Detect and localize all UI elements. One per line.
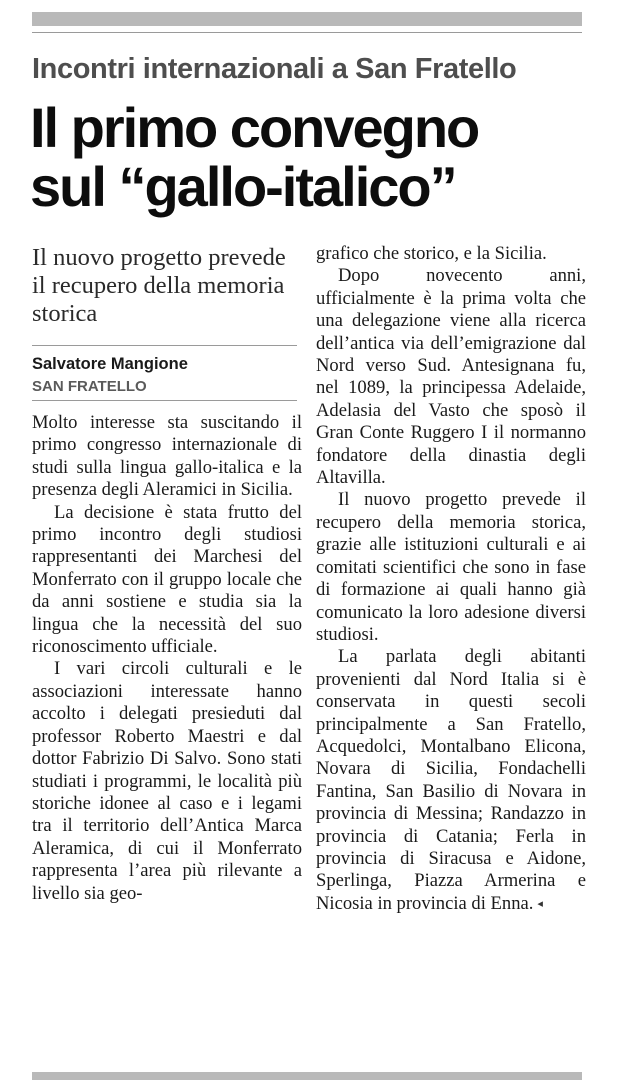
paragraph-text: La parlata degli abitanti provenienti dal Nord Italia si è conservata in questi secoli principalmente a San Fratello, Acquedolci, Montalbano Elicona, Novara di Sicilia, Fondachelli Fantina, San Basilio di Novara in provincia di Messina; Randazzo in provincia di Catania; Ferla in provincia di Siracusa e Aidone, Sperlinga, Piazza Armerina e Nicosia in provincia di Enna. [316,646,586,914]
article-headline [30,98,600,216]
body-column-left [32,412,302,905]
dateline-location: SAN FRATELLO [32,378,147,395]
paragraph: grafico che storico, e la Sicilia. [316,243,547,264]
article-kicker: Incontri internazionali a San Fratello [32,53,517,85]
author-name: Salvatore Mangione [32,355,188,373]
article-subtitle: Il nuovo progetto prevede il recupero della memoria storica [32,244,286,327]
body-column-right [316,243,586,915]
top-divider [32,32,582,33]
headline-line-1: Il primo convegno [30,96,479,159]
paragraph: La decisione è stata frutto del primo incontro degli studiosi rappresentanti dei Marchesi del Monferrato con il gruppo locale che da anni sostiene e studia sia la lingua che la necessità del suo riconoscimento ufficiale. [32,501,302,658]
paragraph: Dopo novecento anni, ufficialmente è la prima volta che una delegazione viene alla ricerca dell’antica via dell’emigrazione dal Nord verso Sud. Antesignana fu, nel 1089, la principessa Adelaide, Adelasia del Vasto che sposò il Gran Conte Ruggero I il normanno fondatore della dinastia degli Altavilla. [316,265,586,489]
paragraph-final [316,646,586,915]
headline-line-2: sul “gallo-italico” [30,155,456,218]
bottom-decorative-bar [32,1072,582,1080]
paragraph: Molto interesse sta suscitando il primo congresso internazionale di studi sulla lingua gallo-italica e la presenza degli Aleramici in Sicilia. [32,412,302,501]
paragraph: Il nuovo progetto prevede il recupero della memoria storica, grazie alle istituzioni culturali e ai comitati scientifici che sono in fase di formazione ai quali hanno già comunicato la loro adesione diversi studiosi. [316,489,586,645]
end-mark-icon: ◂ [537,897,543,910]
body-divider [32,400,297,401]
top-decorative-bar [32,12,582,26]
paragraph: I vari circoli culturali e le associazioni interessate hanno accolto i delegati presieduti dal professor Roberto Maestri e dal dottor Fabrizio Di Salvo. Sono stati studiati i programmi, le località più storiche idonee al caso e i legami tra il territorio dell’Antica Marca Aleramica, di cui il Monferrato rappresenta l’area più rilevante a livello sia geo- [32,658,302,904]
byline-divider [32,345,297,346]
